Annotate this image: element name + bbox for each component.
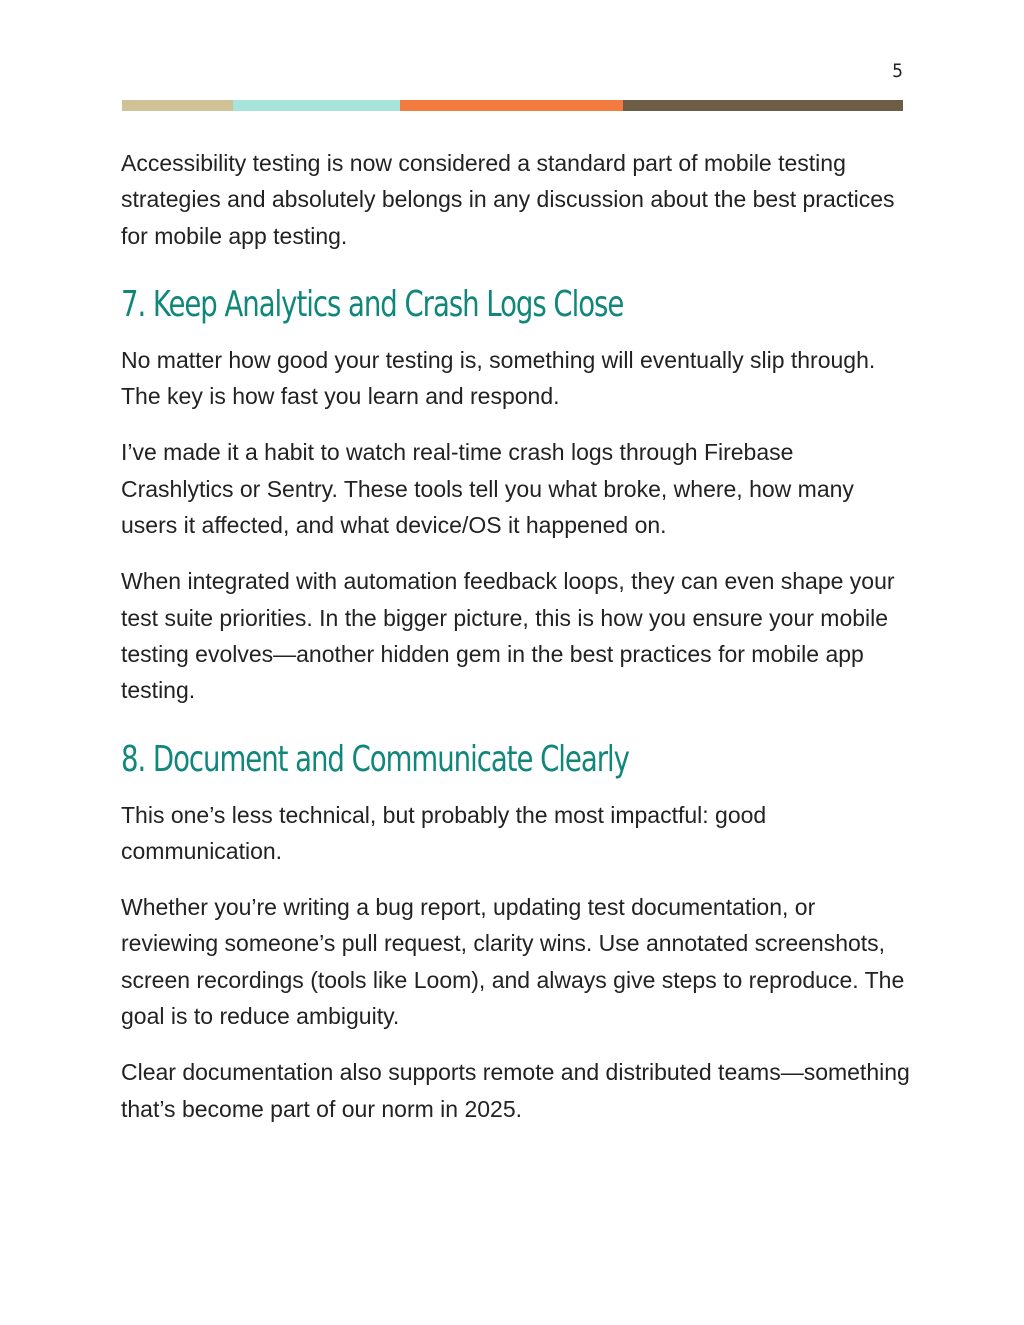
paragraph-clarity-wins: Whether you’re writing a bug report, updating test documentation, or reviewing someone’s pull request, clarity wins. Use annotated screenshots, screen recordings (tools like Loom), and always give steps to reproduce. The goal is to reduce ambiguity.: [121, 894, 905, 1030]
document-body: [121, 145, 911, 1147]
color-bar-segment-aqua: [233, 100, 400, 111]
decorative-color-bar: [122, 100, 903, 111]
color-bar-segment-tan: [122, 100, 233, 111]
color-bar-segment-brown: [623, 100, 903, 111]
page-number: 5: [892, 60, 903, 82]
heading-section-8: 8. Document and Communicate Clearly: [121, 738, 629, 780]
paragraph-remote-teams: Clear documentation also supports remote and distributed teams—something that’s become part of our norm in 2025.: [121, 1059, 910, 1122]
paragraph-feedback-loops: When integrated with automation feedback loops, they can even shape your test suite priorities. In the bigger picture, this is how you ensure your mobile testing evolves—another hidden gem in the best practices for mobile app testing.: [121, 568, 895, 704]
color-bar-segment-orange: [400, 100, 623, 111]
paragraph-accessibility-intro: Accessibility testing is now considered a standard part of mobile testing strategies and absolutely belongs in any discussion about the best practices for mobile app testing.: [121, 150, 895, 249]
paragraph-communication: This one’s less technical, but probably the most impactful: good communication.: [121, 801, 767, 864]
paragraph-crash-logs: I’ve made it a habit to watch real-time crash logs through Firebase Crashlytics or Sentry. These tools tell you what broke, where, how many users it affected, and what device/OS it happened on.: [121, 439, 854, 539]
paragraph-testing-slip: No matter how good your testing is, something will eventually slip through. The key is how fast you learn and respond.: [121, 346, 876, 410]
heading-section-7: 7. Keep Analytics and Crash Logs Close: [121, 283, 624, 325]
